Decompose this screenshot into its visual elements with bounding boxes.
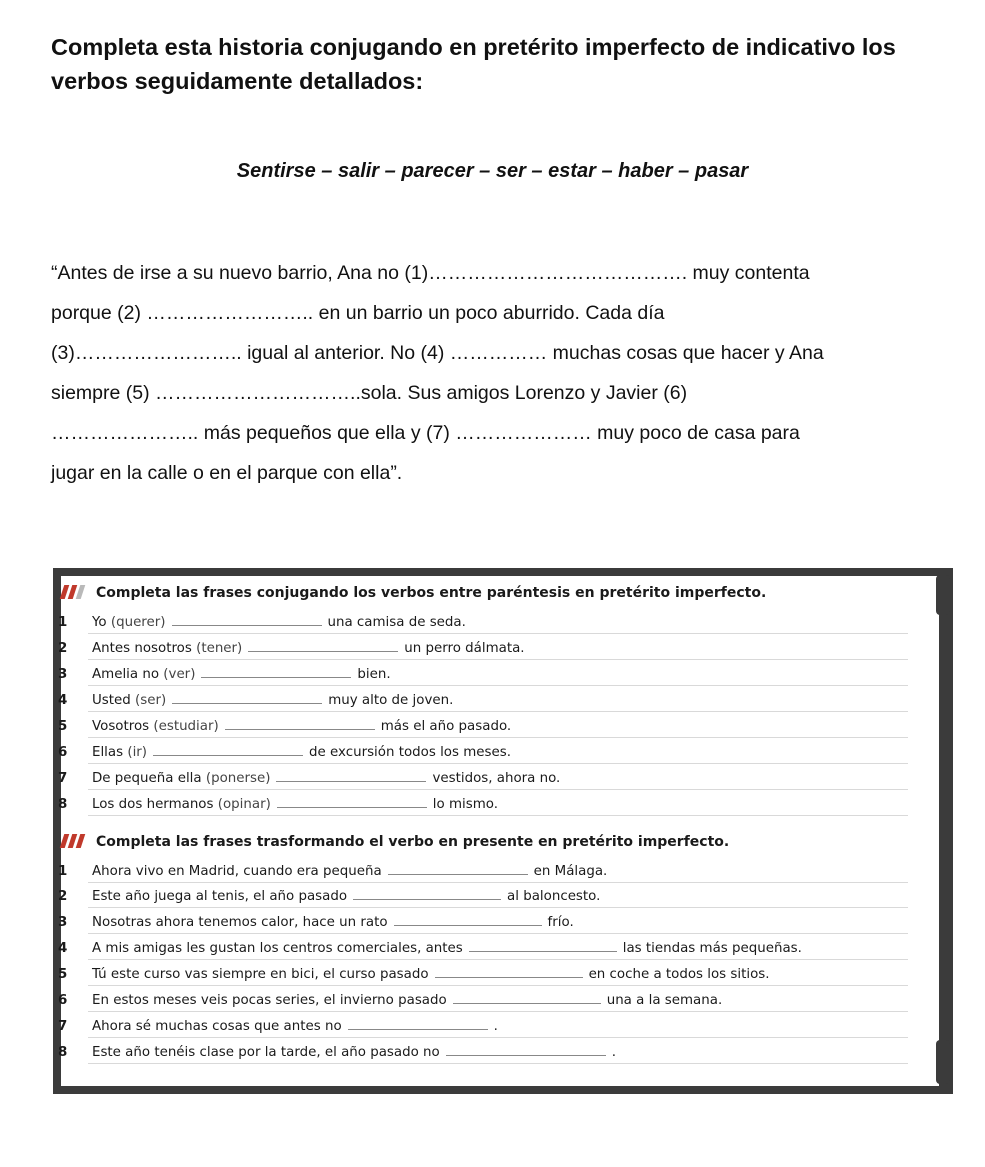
item-text-end: frío.	[547, 915, 574, 930]
item-text: De pequeña ella	[92, 771, 206, 786]
item-text: A mis amigas les gustan los centros comerciales, antes	[92, 941, 463, 956]
item-text-end: al baloncesto.	[507, 889, 601, 904]
row-divider	[88, 933, 908, 934]
item-number: 3	[58, 915, 68, 930]
item-number: 5	[58, 719, 68, 734]
item-number: 8	[58, 1045, 68, 1060]
answer-blank[interactable]	[453, 988, 601, 1004]
story-line: “Antes de irse a su nuevo barrio, Ana no (1)…………………………………. muy contenta	[51, 262, 810, 284]
item-verb: (ver)	[163, 667, 196, 682]
exercise2-item	[58, 962, 770, 984]
item-text: Usted	[92, 693, 136, 708]
answer-blank[interactable]	[172, 610, 322, 626]
row-divider	[88, 789, 908, 790]
item-number: 4	[58, 693, 68, 708]
item-text: Los dos hermanos	[92, 797, 218, 812]
answer-blank[interactable]	[353, 884, 501, 900]
item-text: Ahora sé muchas cosas que antes no	[92, 1019, 342, 1034]
item-number: 2	[58, 889, 68, 904]
exercise2-item	[58, 988, 722, 1010]
exercise1-item	[58, 766, 560, 788]
item-verb: (estudiar)	[153, 719, 219, 734]
item-number: 1	[58, 615, 68, 630]
row-divider	[88, 1011, 908, 1012]
item-text-end: en coche a todos los sitios.	[588, 967, 770, 982]
item-text-end: vestidos, ahora no.	[432, 771, 561, 786]
story-line: siempre (5) …………………………..sola. Sus amigos Lorenzo y Javier (6)	[51, 382, 688, 404]
exercise2-item	[58, 1040, 616, 1062]
answer-blank[interactable]	[446, 1040, 606, 1056]
exercise1-item	[58, 792, 498, 814]
item-text-end: muy alto de joven.	[328, 693, 454, 708]
item-verb: (querer)	[110, 615, 166, 630]
section-marker-icon	[58, 585, 88, 598]
row-divider	[88, 907, 908, 908]
item-text-end: más el año pasado.	[380, 719, 512, 734]
item-verb: (opinar)	[217, 797, 271, 812]
story-line: ………………….. más pequeños que ella y (7) ………………… muy poco de casa para	[51, 422, 800, 444]
frame-edge-bottom	[936, 1040, 950, 1084]
row-divider	[88, 711, 908, 712]
item-text: Tú este curso vas siempre en bici, el curso pasado	[92, 967, 429, 982]
item-number: 4	[58, 941, 68, 956]
answer-blank[interactable]	[201, 662, 351, 678]
item-text: Antes nosotros	[92, 641, 197, 656]
answer-blank[interactable]	[394, 910, 542, 926]
answer-blank[interactable]	[348, 1014, 488, 1030]
item-text: Yo	[92, 615, 111, 630]
story-line: jugar en la calle o en el parque con ella”.	[51, 462, 403, 484]
row-divider	[88, 882, 908, 883]
item-text-end: una camisa de seda.	[327, 615, 466, 630]
exercise1-item	[58, 610, 466, 632]
row-divider	[88, 815, 908, 816]
item-verb: (ir)	[127, 745, 148, 760]
item-text-end: las tiendas más pequeñas.	[622, 941, 802, 956]
item-text-end: en Málaga.	[533, 864, 608, 879]
exercise1-item	[58, 740, 511, 762]
item-number: 7	[58, 771, 68, 786]
exercise1-item	[58, 662, 391, 684]
item-number: 6	[58, 745, 68, 760]
item-number: 7	[58, 1019, 68, 1034]
item-text: Vosotros	[92, 719, 154, 734]
story-paragraph	[51, 253, 961, 493]
story-line: porque (2) …………………….. en un barrio un poco aburrido. Cada día	[51, 302, 665, 324]
row-divider	[88, 685, 908, 686]
answer-blank[interactable]	[435, 962, 583, 978]
row-divider	[88, 959, 908, 960]
answer-blank[interactable]	[388, 859, 528, 875]
item-text: Nosotras ahora tenemos calor, hace un rato	[92, 915, 388, 930]
row-divider	[88, 659, 908, 660]
item-text: En estos meses veis pocas series, el invierno pasado	[92, 993, 447, 1008]
page-title: Completa esta historia conjugando en pretérito imperfecto de indicativo los verbos seguidamente detallados:	[51, 34, 896, 94]
section-marker-icon	[58, 834, 88, 847]
item-verb: (tener)	[196, 641, 243, 656]
row-divider	[88, 737, 908, 738]
item-text-end: .	[611, 1045, 617, 1060]
row-divider	[88, 1063, 908, 1064]
answer-blank[interactable]	[277, 792, 427, 808]
exercise1-item	[58, 688, 453, 710]
item-text-end: .	[493, 1019, 498, 1034]
exercise2-item	[58, 1014, 498, 1036]
answer-blank[interactable]	[276, 766, 426, 782]
exercise2-item	[58, 884, 600, 906]
item-text: Este año tenéis clase por la tarde, el año pasado no	[92, 1045, 440, 1060]
item-number: 2	[58, 641, 68, 656]
item-text-end: una a la semana.	[606, 993, 723, 1008]
item-text: Ahora vivo en Madrid, cuando era pequeña	[92, 864, 382, 879]
row-divider	[88, 985, 908, 986]
item-text: Este año juega al tenis, el año pasado	[92, 889, 348, 904]
item-verb: (ponerse)	[205, 771, 271, 786]
item-text-end: un perro dálmata.	[404, 641, 525, 656]
exercise2-item	[58, 859, 607, 881]
exercise1-item	[58, 636, 525, 658]
answer-blank[interactable]	[469, 936, 617, 952]
item-text-end: lo mismo.	[432, 797, 498, 812]
verb-list: Sentirse – salir – parecer – ser – estar – haber – pasar	[236, 160, 749, 182]
item-number: 1	[58, 864, 68, 879]
item-number: 3	[58, 667, 68, 682]
answer-blank[interactable]	[248, 636, 398, 652]
exercise2-item	[58, 910, 574, 932]
row-divider	[88, 633, 908, 634]
row-divider	[88, 763, 908, 764]
item-verb: (ser)	[135, 693, 167, 708]
exercise1-item	[58, 714, 511, 736]
item-text: Ellas	[92, 745, 128, 760]
item-text-end: bien.	[357, 667, 391, 682]
exercise2-heading: Completa las frases trasformando el verbo en presente en pretérito imperfecto.	[58, 834, 729, 850]
item-number: 6	[58, 993, 68, 1008]
item-number: 5	[58, 967, 68, 982]
answer-blank[interactable]	[172, 688, 322, 704]
story-line: (3)…………………….. igual al anterior. No (4) …………… muchas cosas que hacer y Ana	[51, 342, 824, 364]
item-text-end: de excursión todos los meses.	[309, 745, 511, 760]
frame-edge-top	[936, 575, 950, 615]
exercise1-heading: Completa las frases conjugando los verbos entre paréntesis en pretérito imperfecto.	[58, 585, 766, 601]
row-divider	[88, 1037, 908, 1038]
answer-blank[interactable]	[153, 740, 303, 756]
exercise2-item	[58, 936, 802, 958]
answer-blank[interactable]	[225, 714, 375, 730]
item-number: 8	[58, 797, 68, 812]
item-text: Amelia no	[92, 667, 164, 682]
